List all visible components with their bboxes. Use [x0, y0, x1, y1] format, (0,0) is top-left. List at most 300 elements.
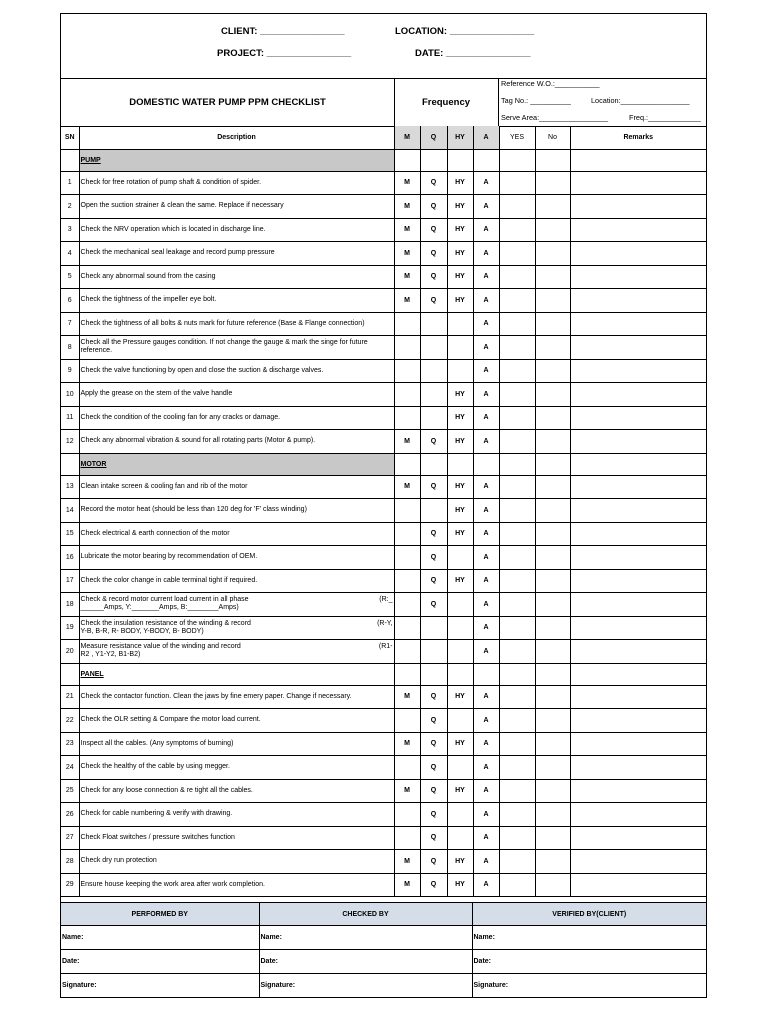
remarks-cell[interactable] [570, 383, 706, 407]
row-sn: 20 [61, 640, 79, 664]
remarks-cell[interactable] [570, 709, 706, 733]
checklist-row [61, 522, 706, 546]
col-no: No [535, 126, 570, 149]
freq-hy-cell: HY [447, 289, 473, 313]
col-sn: SN [61, 126, 79, 149]
row-sn: 14 [61, 499, 79, 523]
row-description: Check any abnormal vibration & sound for all rotating parts (Motor & pump). [79, 430, 394, 454]
yes-checkbox[interactable] [499, 593, 535, 617]
freq-q-cell: Q [420, 242, 447, 266]
freq-field[interactable]: Freq.:_____________ [629, 113, 701, 122]
row-sn: 19 [61, 616, 79, 640]
freq-q-cell: Q [420, 522, 447, 546]
freq-a-cell: A [473, 850, 499, 874]
freq-q-cell: Q [420, 218, 447, 242]
checklist-table [61, 126, 706, 897]
checklist-row [61, 873, 706, 897]
header-block [61, 14, 706, 79]
freq-m-cell [394, 709, 420, 733]
checklist-row [61, 709, 706, 733]
freq-m-cell: M [394, 779, 420, 803]
yes-checkbox[interactable] [499, 685, 535, 709]
freq-a-cell: A [473, 616, 499, 640]
row-description: Check for cable numbering & verify with drawing. [79, 803, 394, 827]
freq-m-cell: M [394, 218, 420, 242]
freq-q-cell [420, 383, 447, 407]
row-sn: 5 [61, 265, 79, 289]
no-checkbox[interactable] [535, 569, 570, 593]
row-description: Check the condition of the cooling fan for any cracks or damage. [79, 406, 394, 430]
col-yes: YES [499, 126, 535, 149]
row-description: Check the mechanical seal leakage and record pump pressure [79, 242, 394, 266]
no-checkbox[interactable] [535, 171, 570, 195]
no-checkbox[interactable] [535, 685, 570, 709]
yes-checkbox[interactable] [499, 265, 535, 289]
no-checkbox[interactable] [535, 336, 570, 360]
no-checkbox[interactable] [535, 640, 570, 664]
signoff-table [61, 902, 706, 998]
remarks-cell[interactable] [570, 616, 706, 640]
yes-checkbox[interactable] [499, 616, 535, 640]
row-description: Check the valve functioning by open and close the suction & discharge valves. [79, 359, 394, 383]
col-hy: HY [447, 126, 473, 149]
freq-m-cell: M [394, 732, 420, 756]
yes-checkbox[interactable] [499, 873, 535, 897]
freq-hy-cell [447, 312, 473, 336]
freq-m-cell [394, 803, 420, 827]
row-sn: 29 [61, 873, 79, 897]
remarks-cell[interactable] [570, 522, 706, 546]
yes-checkbox[interactable] [499, 406, 535, 430]
freq-hy-cell: HY [447, 406, 473, 430]
row-description: Check the color change in cable terminal tight if required. [79, 569, 394, 593]
checked-by-header: CHECKED BY [259, 903, 472, 926]
row-description: Apply the grease on the stem of the valve handle [79, 383, 394, 407]
freq-hy-cell: HY [447, 569, 473, 593]
remarks-cell[interactable] [570, 732, 706, 756]
section-title: PANEL [79, 663, 394, 685]
freq-hy-cell: HY [447, 242, 473, 266]
freq-hy-cell [447, 709, 473, 733]
freq-m-cell: M [394, 685, 420, 709]
row-description-continued: Y-B, B-R, R- BODY, Y-BODY, B- BODY) [80, 627, 204, 635]
row-description: Lubricate the motor bearing by recommendation of OEM. [79, 546, 394, 570]
remarks-cell[interactable] [570, 756, 706, 780]
freq-hy-cell: HY [447, 685, 473, 709]
row-description: Clean intake screen & cooling fan and rib of the motor [79, 475, 394, 499]
freq-m-cell: M [394, 171, 420, 195]
remarks-cell[interactable] [570, 406, 706, 430]
freq-q-cell: Q [420, 265, 447, 289]
row-sn: 16 [61, 546, 79, 570]
row-description-suffix: (R:_ [379, 596, 393, 604]
checklist-row [61, 756, 706, 780]
performed-signature-field[interactable]: Signature: [61, 974, 259, 998]
freq-hy-cell [447, 359, 473, 383]
yes-checkbox[interactable] [499, 336, 535, 360]
freq-q-cell: Q [420, 779, 447, 803]
row-description-suffix: (R-Y, [377, 619, 393, 627]
freq-hy-cell [447, 616, 473, 640]
freq-hy-cell: HY [447, 522, 473, 546]
yes-checkbox[interactable] [499, 850, 535, 874]
no-checkbox[interactable] [535, 475, 570, 499]
verified-by-header: VERIFIED BY(CLIENT) [472, 903, 706, 926]
freq-hy-cell: HY [447, 218, 473, 242]
freq-hy-cell: HY [447, 732, 473, 756]
no-checkbox[interactable] [535, 850, 570, 874]
no-checkbox[interactable] [535, 383, 570, 407]
section-row [61, 663, 706, 685]
freq-a-cell: A [473, 430, 499, 454]
freq-q-cell: Q [420, 685, 447, 709]
yes-checkbox[interactable] [499, 312, 535, 336]
row-description: Ensure house keeping the work area after work completion. [79, 873, 394, 897]
freq-a-cell: A [473, 522, 499, 546]
no-checkbox[interactable] [535, 616, 570, 640]
no-checkbox[interactable] [535, 709, 570, 733]
freq-a-cell: A [473, 732, 499, 756]
row-sn: 13 [61, 475, 79, 499]
row-sn: 1 [61, 171, 79, 195]
remarks-cell[interactable] [570, 826, 706, 850]
checklist-row [61, 593, 706, 617]
remarks-cell[interactable] [570, 312, 706, 336]
checklist-row [61, 336, 706, 360]
freq-m-cell: M [394, 850, 420, 874]
row-description: Check for free rotation of pump shaft & condition of spider. [79, 171, 394, 195]
remarks-cell[interactable] [570, 499, 706, 523]
freq-q-cell: Q [420, 732, 447, 756]
freq-a-cell: A [473, 312, 499, 336]
freq-a-cell: A [473, 242, 499, 266]
yes-checkbox[interactable] [499, 569, 535, 593]
section-title: MOTOR [79, 453, 394, 475]
freq-m-cell [394, 383, 420, 407]
freq-m-cell [394, 359, 420, 383]
yes-checkbox[interactable] [499, 522, 535, 546]
freq-m-cell: M [394, 242, 420, 266]
remarks-cell[interactable] [570, 475, 706, 499]
freq-q-cell: Q [420, 850, 447, 874]
row-description: Check the tightness of the impeller eye bolt. [79, 289, 394, 313]
yes-checkbox[interactable] [499, 803, 535, 827]
column-header-row [61, 126, 706, 149]
freq-q-cell: Q [420, 803, 447, 827]
row-description [79, 616, 394, 640]
no-checkbox[interactable] [535, 803, 570, 827]
yes-checkbox[interactable] [499, 546, 535, 570]
client-field[interactable]: CLIENT: ________________ [221, 26, 345, 37]
no-checkbox[interactable] [535, 218, 570, 242]
remarks-cell[interactable] [570, 569, 706, 593]
row-sn: 11 [61, 406, 79, 430]
freq-hy-cell: HY [447, 265, 473, 289]
row-description: Open the suction strainer & clean the same. Replace if necessary [79, 195, 394, 219]
row-description: Check electrical & earth connection of the motor [79, 522, 394, 546]
row-description [79, 593, 394, 617]
checked-signature-field[interactable]: Signature: [259, 974, 472, 998]
date-field[interactable]: DATE: ________________ [415, 48, 531, 59]
checklist-row [61, 826, 706, 850]
yes-checkbox[interactable] [499, 359, 535, 383]
checklist-row [61, 289, 706, 313]
freq-hy-cell [447, 593, 473, 617]
remarks-cell[interactable] [570, 803, 706, 827]
row-sn: 8 [61, 336, 79, 360]
checklist-row [61, 850, 706, 874]
yes-checkbox[interactable] [499, 826, 535, 850]
row-sn: 3 [61, 218, 79, 242]
yes-checkbox[interactable] [499, 475, 535, 499]
row-description [79, 640, 394, 664]
no-checkbox[interactable] [535, 873, 570, 897]
row-sn: 21 [61, 685, 79, 709]
freq-hy-cell [447, 336, 473, 360]
freq-m-cell: M [394, 475, 420, 499]
freq-a-cell: A [473, 756, 499, 780]
freq-m-cell [394, 406, 420, 430]
freq-a-cell: A [473, 475, 499, 499]
remarks-cell[interactable] [570, 873, 706, 897]
yes-checkbox[interactable] [499, 171, 535, 195]
checklist-row [61, 195, 706, 219]
remarks-cell[interactable] [570, 430, 706, 454]
tag-no-field[interactable]: Tag No.: __________ [501, 96, 571, 105]
freq-hy-cell: HY [447, 430, 473, 454]
checklist-row [61, 475, 706, 499]
no-checkbox[interactable] [535, 546, 570, 570]
freq-hy-cell [447, 546, 473, 570]
row-sn: 27 [61, 826, 79, 850]
freq-a-cell: A [473, 336, 499, 360]
remarks-cell[interactable] [570, 640, 706, 664]
row-description-suffix: (R1- [378, 643, 393, 651]
freq-q-cell [420, 359, 447, 383]
row-description-continued: ______Amps, Y:_______Amps, B:________Amps) [80, 604, 239, 612]
checked-name-field[interactable]: Name: [259, 926, 472, 950]
yes-checkbox[interactable] [499, 640, 535, 664]
row-sn: 9 [61, 359, 79, 383]
freq-m-cell: M [394, 873, 420, 897]
freq-a-cell: A [473, 383, 499, 407]
freq-m-cell: M [394, 289, 420, 313]
freq-a-cell: A [473, 709, 499, 733]
freq-a-cell: A [473, 640, 499, 664]
remarks-cell[interactable] [570, 289, 706, 313]
no-checkbox[interactable] [535, 289, 570, 313]
freq-hy-cell: HY [447, 779, 473, 803]
no-checkbox[interactable] [535, 312, 570, 336]
yes-checkbox[interactable] [499, 756, 535, 780]
yes-checkbox[interactable] [499, 499, 535, 523]
row-description: Check for any loose connection & re tight all the cables. [79, 779, 394, 803]
freq-a-cell: A [473, 826, 499, 850]
checked-date-field[interactable]: Date: [259, 950, 472, 974]
no-checkbox[interactable] [535, 265, 570, 289]
yes-checkbox[interactable] [499, 289, 535, 313]
serve-area-field[interactable]: Serve Area:_________________ [501, 113, 609, 122]
remarks-cell[interactable] [570, 359, 706, 383]
freq-q-cell [420, 640, 447, 664]
checklist-row [61, 406, 706, 430]
no-checkbox[interactable] [535, 499, 570, 523]
row-sn: 18 [61, 593, 79, 617]
checklist-row [61, 803, 706, 827]
freq-q-cell: Q [420, 475, 447, 499]
row-description: Check Float switches / pressure switches function [79, 826, 394, 850]
checklist-row [61, 312, 706, 336]
yes-checkbox[interactable] [499, 195, 535, 219]
row-description: Check dry run protection [79, 850, 394, 874]
col-q: Q [420, 126, 447, 149]
row-sn: 15 [61, 522, 79, 546]
verified-name-field[interactable]: Name: [472, 926, 706, 950]
no-checkbox[interactable] [535, 406, 570, 430]
row-description-text: Measure resistance value of the winding and record [80, 643, 241, 651]
row-sn: 7 [61, 312, 79, 336]
row-description: Check the tightness of all bolts & nuts mark for future reference (Base & Flange connection) [79, 312, 394, 336]
remarks-cell[interactable] [570, 779, 706, 803]
remarks-cell[interactable] [570, 685, 706, 709]
freq-q-cell: Q [420, 709, 447, 733]
yes-checkbox[interactable] [499, 242, 535, 266]
freq-hy-cell [447, 826, 473, 850]
no-checkbox[interactable] [535, 826, 570, 850]
remarks-cell[interactable] [570, 171, 706, 195]
freq-a-cell: A [473, 359, 499, 383]
yes-checkbox[interactable] [499, 430, 535, 454]
section-row [61, 453, 706, 475]
freq-q-cell: Q [420, 569, 447, 593]
freq-hy-cell: HY [447, 850, 473, 874]
remarks-cell[interactable] [570, 850, 706, 874]
yes-checkbox[interactable] [499, 218, 535, 242]
reference-wo-field[interactable]: Reference W.O.:___________ [501, 79, 600, 88]
yes-checkbox[interactable] [499, 383, 535, 407]
no-checkbox[interactable] [535, 756, 570, 780]
freq-a-cell: A [473, 873, 499, 897]
freq-hy-cell [447, 640, 473, 664]
row-description: Inspect all the cables. (Any symptoms of burning) [79, 732, 394, 756]
project-field[interactable]: PROJECT: ________________ [217, 48, 352, 59]
yes-checkbox[interactable] [499, 779, 535, 803]
checklist-sheet [60, 13, 707, 998]
row-sn: 22 [61, 709, 79, 733]
remarks-cell[interactable] [570, 218, 706, 242]
checklist-row [61, 732, 706, 756]
freq-m-cell: M [394, 265, 420, 289]
freq-q-cell: Q [420, 171, 447, 195]
yes-checkbox[interactable] [499, 709, 535, 733]
remarks-cell[interactable] [570, 593, 706, 617]
freq-a-cell: A [473, 406, 499, 430]
freq-q-cell [420, 499, 447, 523]
freq-hy-cell: HY [447, 499, 473, 523]
freq-a-cell: A [473, 593, 499, 617]
checklist-row [61, 265, 706, 289]
row-sn: 4 [61, 242, 79, 266]
freq-a-cell: A [473, 195, 499, 219]
col-remarks: Remarks [570, 126, 706, 149]
freq-m-cell [394, 546, 420, 570]
freq-hy-cell: HY [447, 171, 473, 195]
performed-date-field[interactable]: Date: [61, 950, 259, 974]
checklist-row [61, 218, 706, 242]
freq-a-cell: A [473, 289, 499, 313]
checklist-row [61, 779, 706, 803]
remarks-cell[interactable] [570, 336, 706, 360]
freq-m-cell [394, 616, 420, 640]
row-sn: 12 [61, 430, 79, 454]
freq-hy-cell: HY [447, 475, 473, 499]
row-sn: 23 [61, 732, 79, 756]
freq-hy-cell: HY [447, 195, 473, 219]
verified-signature-field[interactable]: Signature: [472, 974, 706, 998]
freq-a-cell: A [473, 546, 499, 570]
row-sn: 24 [61, 756, 79, 780]
verified-date-field[interactable]: Date: [472, 950, 706, 974]
checklist-row [61, 546, 706, 570]
no-checkbox[interactable] [535, 430, 570, 454]
col-description: Description [79, 126, 394, 149]
remarks-cell[interactable] [570, 546, 706, 570]
ref-location-field[interactable]: Location:_________________ [591, 96, 690, 105]
row-description: Check any abnormal sound from the casing [79, 265, 394, 289]
checklist-row [61, 171, 706, 195]
freq-a-cell: A [473, 569, 499, 593]
remarks-cell[interactable] [570, 195, 706, 219]
no-checkbox[interactable] [535, 593, 570, 617]
row-description: Check the OLR setting & Compare the motor load current. [79, 709, 394, 733]
yes-checkbox[interactable] [499, 732, 535, 756]
freq-q-cell: Q [420, 546, 447, 570]
checklist-row [61, 383, 706, 407]
location-field[interactable]: LOCATION: ________________ [395, 26, 535, 37]
no-checkbox[interactable] [535, 242, 570, 266]
checklist-row [61, 359, 706, 383]
row-sn: 6 [61, 289, 79, 313]
row-sn: 17 [61, 569, 79, 593]
checklist-row [61, 569, 706, 593]
freq-m-cell [394, 522, 420, 546]
row-sn: 28 [61, 850, 79, 874]
row-sn: 26 [61, 803, 79, 827]
remarks-cell[interactable] [570, 242, 706, 266]
no-checkbox[interactable] [535, 732, 570, 756]
section-row [61, 149, 706, 171]
row-description-continued: R2 , Y1-Y2, B1-B2) [80, 651, 141, 659]
no-checkbox[interactable] [535, 522, 570, 546]
row-description: Record the motor heat (should be less than 120 deg for 'F' class winding) [79, 499, 394, 523]
freq-m-cell [394, 569, 420, 593]
freq-hy-cell [447, 756, 473, 780]
remarks-cell[interactable] [570, 265, 706, 289]
row-description-text: Check & record motor current load current in all phase [80, 596, 249, 604]
row-description: Check all the Pressure gauges condition. If not change the gauge & mark the singe for future reference. [79, 336, 394, 360]
no-checkbox[interactable] [535, 359, 570, 383]
freq-q-cell [420, 312, 447, 336]
freq-m-cell [394, 640, 420, 664]
row-description: Check the NRV operation which is located in discharge line. [79, 218, 394, 242]
freq-a-cell: A [473, 685, 499, 709]
performed-name-field[interactable]: Name: [61, 926, 259, 950]
freq-m-cell [394, 756, 420, 780]
no-checkbox[interactable] [535, 779, 570, 803]
checklist-row [61, 499, 706, 523]
freq-q-cell: Q [420, 826, 447, 850]
no-checkbox[interactable] [535, 195, 570, 219]
